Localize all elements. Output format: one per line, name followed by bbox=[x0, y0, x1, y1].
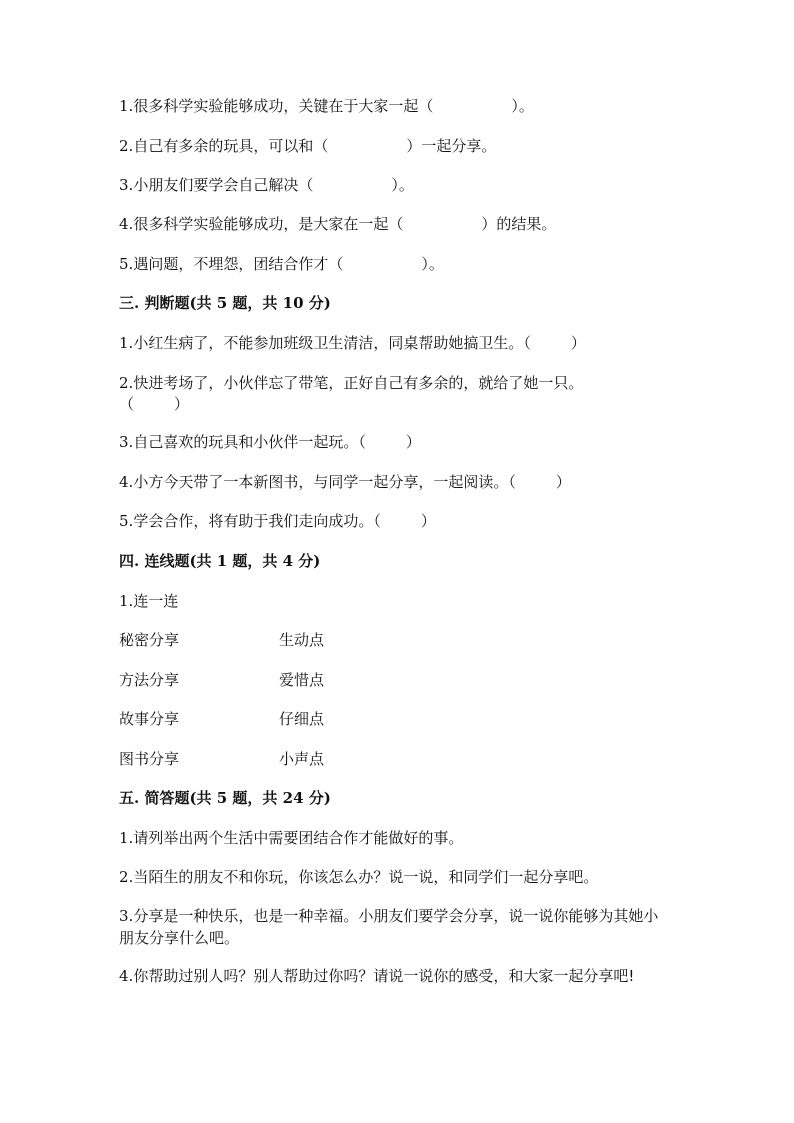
item-number: 4. bbox=[119, 215, 134, 233]
item-text: 学会合作，将有助于我们走向成功。（ bbox=[133, 512, 381, 530]
item-number: 1. bbox=[119, 592, 134, 610]
item-text: 请列举出两个生活中需要团结合作才能做好的事。 bbox=[133, 829, 464, 847]
judge-item-2-answer bbox=[119, 394, 684, 414]
item-text: 快进考场了，小伙伴忘了带笔，正好自己有多余的，就给了她一只。 bbox=[133, 374, 584, 392]
item-text-open: （ bbox=[119, 395, 135, 413]
section-3-title: 三. 判断题(共 5 题，共 10 分) bbox=[119, 294, 331, 312]
item-text-end: ）一起分享。 bbox=[406, 137, 497, 155]
short-answer-item-4 bbox=[119, 965, 664, 987]
fill-in-item-1 bbox=[119, 96, 684, 116]
item-text: 小红生病了，不能参加班级卫生清洁，同桌帮助她搞卫生。（ bbox=[133, 334, 531, 352]
item-text: 你帮助过别人吗？别人帮助过你吗？请说一说你的感受，和大家一起分享吧! bbox=[133, 967, 635, 985]
match-right-item[interactable]: 小声点 bbox=[279, 750, 325, 768]
match-left-item[interactable]: 故事分享 bbox=[119, 710, 180, 728]
item-text: 当陌生的朋友不和你玩，你该怎么办？说一说，和同学们一起分享吧。 bbox=[133, 868, 599, 886]
judge-item-1 bbox=[119, 333, 684, 353]
judge-item-2 bbox=[119, 373, 684, 393]
item-text-end: ）。 bbox=[391, 176, 414, 194]
judge-item-5 bbox=[119, 511, 684, 531]
item-text: 连一连 bbox=[133, 592, 179, 610]
item-number: 3. bbox=[119, 907, 134, 925]
item-text: 小朋友们要学会自己解决（ bbox=[133, 176, 314, 194]
match-left-item[interactable]: 图书分享 bbox=[119, 750, 180, 768]
item-number: 1. bbox=[119, 829, 134, 847]
section-4-title: 四. 连线题(共 1 题，共 4 分) bbox=[119, 552, 321, 570]
judge-item-3 bbox=[119, 432, 684, 452]
fill-in-item-2 bbox=[119, 136, 684, 156]
item-text-end: ） bbox=[174, 395, 190, 413]
item-text-end: ） bbox=[570, 334, 586, 352]
short-answer-item-1 bbox=[119, 828, 684, 848]
item-text: 遇问题，不埋怨，团结合作才（ bbox=[133, 255, 344, 273]
match-right-item[interactable]: 生动点 bbox=[279, 631, 325, 649]
item-text-end: ） bbox=[555, 473, 571, 491]
item-text: 分享是一种快乐，也是一种幸福。小朋友们要学会分享，说一说你能够为其她小朋友分享什么吧。 bbox=[119, 907, 659, 947]
item-text-end: ） bbox=[405, 433, 421, 451]
item-number: 4. bbox=[119, 967, 134, 985]
match-question bbox=[119, 591, 684, 611]
item-text: 自己有多余的玩具，可以和（ bbox=[133, 137, 329, 155]
item-text-end: ） bbox=[420, 512, 436, 530]
item-number: 2. bbox=[119, 868, 134, 886]
match-right-item[interactable]: 仔细点 bbox=[279, 710, 325, 728]
fill-in-item-3 bbox=[119, 175, 684, 195]
item-text: 自己喜欢的玩具和小伙伴一起玩。（ bbox=[133, 433, 366, 451]
item-number: 4. bbox=[119, 473, 134, 491]
match-right-item[interactable]: 爱惜点 bbox=[279, 671, 325, 689]
item-number: 2. bbox=[119, 137, 134, 155]
fill-in-item-5 bbox=[119, 254, 684, 274]
item-number: 1. bbox=[119, 334, 134, 352]
item-number: 5. bbox=[119, 512, 134, 530]
item-text: 很多科学实验能够成功，关键在于大家一起（ bbox=[133, 97, 434, 115]
item-text: 很多科学实验能够成功，是大家在一起（ bbox=[133, 215, 404, 233]
item-text-end: ）。 bbox=[511, 97, 534, 115]
fill-in-item-4 bbox=[119, 214, 684, 234]
short-answer-item-2 bbox=[119, 867, 684, 887]
match-left-item[interactable]: 方法分享 bbox=[119, 671, 180, 689]
item-text-end: ）。 bbox=[421, 255, 444, 273]
item-number: 3. bbox=[119, 176, 134, 194]
short-answer-item-3 bbox=[119, 905, 664, 949]
item-number: 5. bbox=[119, 255, 134, 273]
judge-item-4 bbox=[119, 472, 684, 492]
item-text: 小方今天带了一本新图书，与同学一起分享，一起阅读。（ bbox=[133, 473, 516, 491]
item-number: 2. bbox=[119, 374, 134, 392]
section-5-title: 五. 简答题(共 5 题，共 24 分) bbox=[119, 789, 331, 807]
item-text-end: ）的结果。 bbox=[481, 215, 557, 233]
match-left-item[interactable]: 秘密分享 bbox=[119, 631, 180, 649]
item-number: 1. bbox=[119, 97, 134, 115]
item-number: 3. bbox=[119, 433, 134, 451]
